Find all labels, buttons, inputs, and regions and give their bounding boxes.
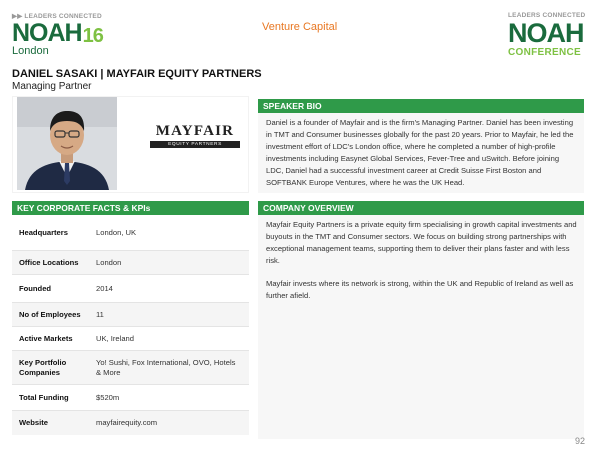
kpi-row-office-locations: [12, 251, 249, 275]
kpi-label: Total Funding: [19, 392, 69, 402]
speaker-photo-panel: [12, 96, 249, 193]
kpi-label: Office Locations: [19, 257, 79, 267]
logo-conference: CONFERENCE: [508, 47, 582, 58]
kpi-row-employees: [12, 303, 249, 327]
noah-conference-logo: [508, 12, 588, 58]
kpi-label: Headquarters: [19, 227, 68, 237]
logo-edition: 16: [82, 25, 103, 47]
logo-brand-right: NOAH: [508, 18, 584, 48]
logo-tagline-right: LEADERS CONNECTED: [508, 12, 586, 19]
kpi-row-total-funding: [12, 385, 249, 411]
company-overview-heading: COMPANY OVERVIEW: [258, 201, 584, 215]
logo-tagline: LEADERS CONNECTED: [24, 13, 102, 20]
chevron-icon: ▶▶: [12, 13, 25, 20]
kpi-value: London, UK: [96, 227, 137, 237]
kpi-row-headquarters: [12, 215, 249, 251]
kpi-value: $520m: [96, 392, 120, 402]
kpi-row-founded: [12, 275, 249, 303]
kpi-row-active-markets: [12, 327, 249, 351]
kpi-row-website: [12, 411, 249, 435]
kpi-label: No of Employees: [19, 309, 81, 319]
speaker-bio-panel: [258, 113, 584, 193]
kpi-row-portfolio: [12, 351, 249, 385]
speaker-avatar-icon: [17, 97, 117, 190]
speaker-name: DANIEL SASAKI | MAYFAIR EQUITY PARTNERS: [12, 68, 262, 80]
category-label: Venture Capital: [262, 21, 338, 33]
noah16-london-logo: [12, 12, 132, 57]
kpi-label: Key Portfolio Companies: [19, 357, 67, 377]
company-overview-panel: [258, 215, 584, 439]
logo-brand: NOAH: [12, 19, 82, 47]
kpi-label: Website: [19, 418, 48, 427]
kpi-heading: KEY CORPORATE FACTS & KPIs: [12, 201, 249, 215]
speaker-photo: [17, 97, 117, 190]
kpi-value: Yo! Sushi, Fox International, OVO, Hotels & More: [96, 357, 236, 377]
company-overview-paragraph: Mayfair invests where its network is strong, within the UK and Republic of Ireland as well as further afield.: [266, 279, 574, 300]
logo-city: London: [12, 45, 49, 57]
page-number: 92: [574, 436, 585, 446]
kpi-label: Active Markets: [19, 333, 73, 343]
mayfair-logo: [150, 123, 240, 148]
mayfair-logo-sub: EQUITY PARTNERS: [150, 141, 240, 148]
kpi-value: 11: [96, 309, 104, 319]
company-overview-paragraph: Mayfair Equity Partners is a private equity firm specialising in growth capital investments and buyouts in the TMT and Consumer sectors. We focus on building strong partnerships with exceptional management teams, supporting them to deliver their plans faster and with less risk.: [266, 220, 577, 265]
kpi-value: London: [96, 257, 122, 267]
kpi-value: 2014: [96, 283, 113, 293]
speaker-role: Managing Partner: [12, 81, 92, 92]
mayfair-logo-name: MAYFAIR: [155, 123, 235, 139]
speaker-bio-text: Daniel is a founder of Mayfair and is the firm's Managing Partner. Daniel has been investing in TMT and Consumer businesses globally for the past 20 years. Prior to Mayfair, he led the investment effort of LDC's London office, where he completed a number of high-profile investments including Easynet Global Services, Fever-Tree and uSwitch. Before joining LDC, Daniel had a successful investment career at Credit Suisse First Boston and SOFTBANK Europe Ventures, where he was the UK Head.: [266, 118, 574, 187]
kpi-value: UK, Ireland: [96, 333, 134, 343]
kpi-label: Founded: [19, 283, 52, 293]
speaker-bio-heading: SPEAKER BIO: [258, 99, 584, 113]
kpi-table: [12, 215, 249, 439]
kpi-value: mayfairequity.com: [96, 418, 158, 427]
